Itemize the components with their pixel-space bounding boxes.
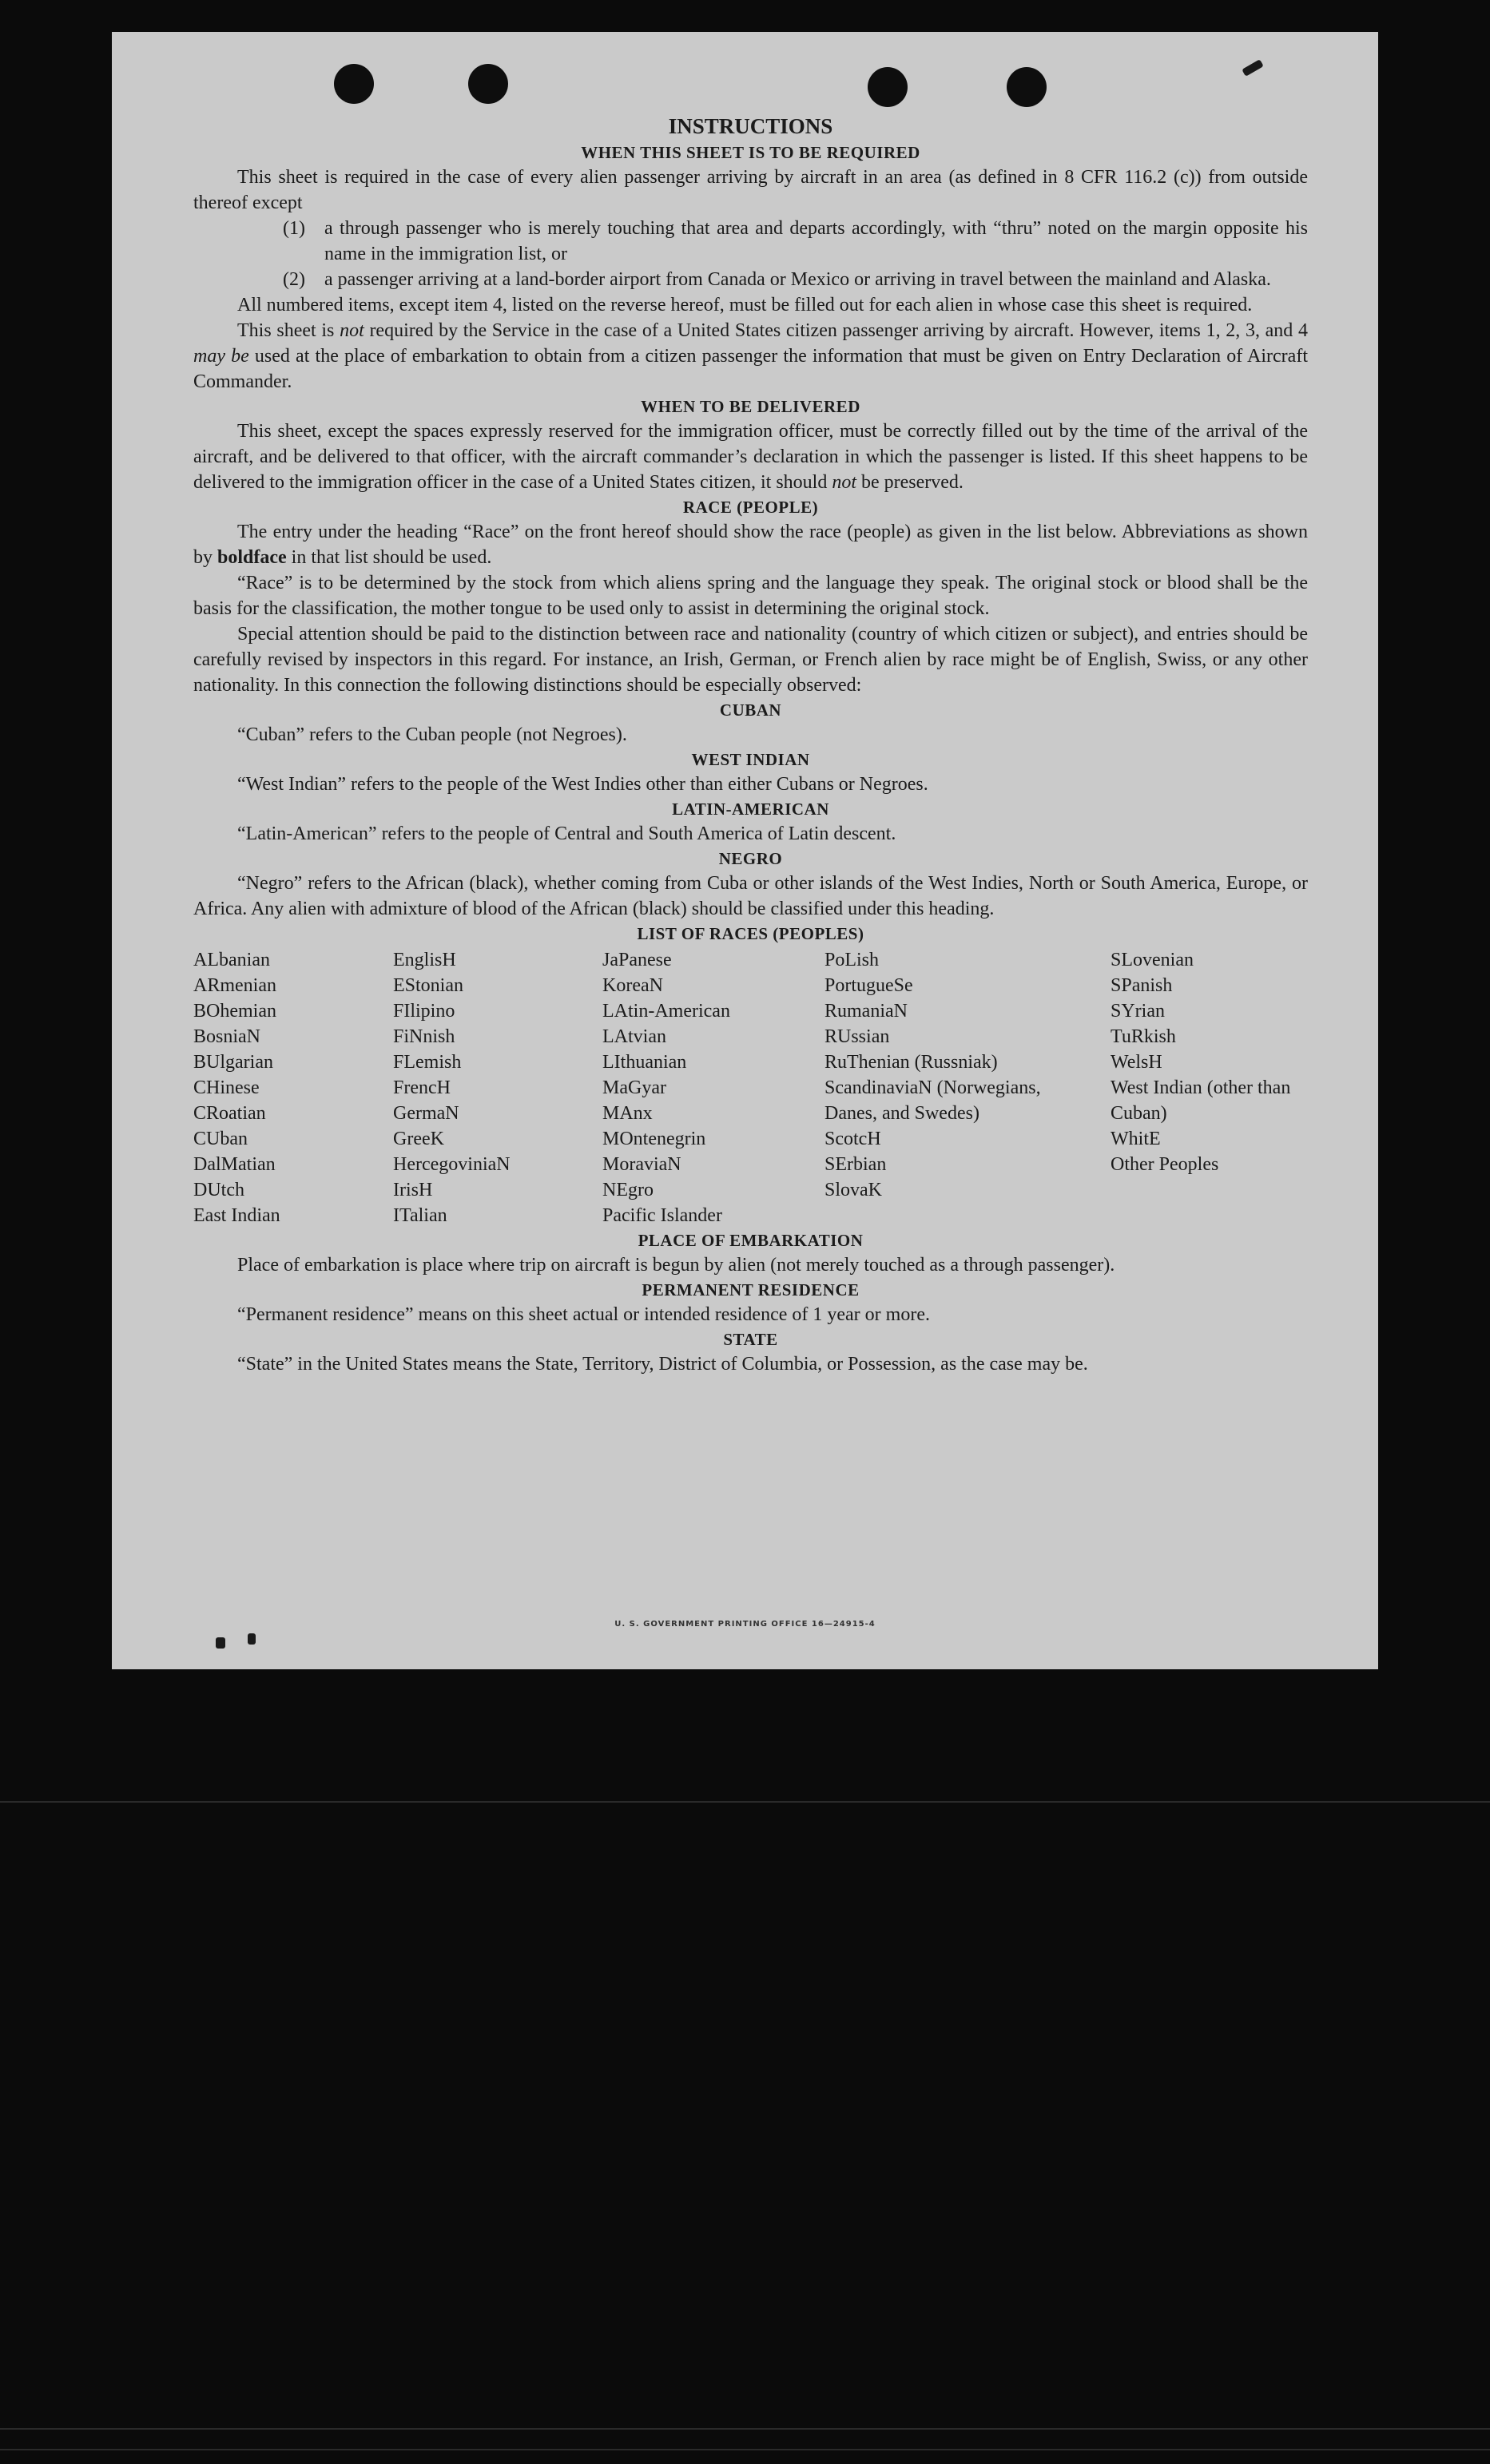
list-item (193, 267, 1308, 292)
race-entry: DalMatian (193, 1154, 276, 1175)
document-page (112, 32, 1378, 1669)
section-heading: PLACE OF EMBARKATION (638, 1231, 864, 1250)
item-number: (2) (283, 269, 305, 290)
paragraph: “Race” is to be determined by the stock from which aliens spring and the language they speak. The original stock or blood shall be the basis for the classification, the mother tongue to be used only to assist in determining the original stock. (193, 573, 1308, 619)
race-entry: East Indian (193, 1205, 280, 1226)
race-entry: FiNnish (393, 1026, 455, 1047)
printing-office-line: U. S. GOVERNMENT PRINTING OFFICE 16—24915-4 (614, 1620, 876, 1629)
section-heading: WHEN THIS SHEET IS TO BE REQUIRED (581, 143, 920, 162)
race-entry: FIlipino (393, 1001, 455, 1022)
race-entry: PoLish (824, 950, 880, 970)
race-entry: LIthuanian (602, 1052, 687, 1073)
punch-hole (468, 64, 508, 104)
ink-mark (216, 1637, 225, 1649)
race-entry: ALbanian (193, 950, 270, 970)
section-heading: WEST INDIAN (691, 750, 810, 769)
race-entry: LAtvian (602, 1026, 666, 1047)
race-entry: KoreaN (602, 975, 663, 996)
race-entry: BOhemian (193, 1001, 276, 1022)
paragraph: “Permanent residence” means on this sheet actual or intended residence of 1 year or more. (237, 1304, 930, 1325)
race-entry: RuThenian (Russniak) (824, 1052, 998, 1073)
race-entry: BUlgarian (193, 1052, 273, 1073)
section-heading: STATE (723, 1330, 778, 1349)
race-entry: SLovenian (1111, 950, 1194, 970)
paragraph: This sheet is required in the case of every alien passenger arriving by aircraft in an area (as defined in 8 CFR 116.2 (c)) from outside thereof except (193, 167, 1308, 213)
race-entry: SlovaK (824, 1180, 882, 1200)
paragraph: This sheet is not required by the Service in the case of a United States citizen passenger arriving by aircraft. However, items 1, 2, 3, and 4 may be used at the place of embarkation to obtain from a citizen passenger the information that must be given on Entry Declaration of Aircraft Commander. (193, 320, 1308, 392)
race-entry: Pacific Islander (602, 1205, 722, 1226)
race-entry: WhitE (1111, 1129, 1161, 1149)
race-entry: ScandinaviaN (Norwegians, Danes, and Swedes) (824, 1077, 1041, 1124)
section-heading: WHEN TO BE DELIVERED (641, 397, 860, 416)
item-number: (1) (283, 218, 305, 239)
race-entry: EStonian (393, 975, 463, 996)
race-entry: GermaN (393, 1103, 459, 1124)
paragraph: This sheet, except the spaces expressly reserved for the immigration officer, must be correctly filled out by the time of the arrival of the aircraft, and be delivered to that officer, with the aircraft commander’s declaration in which the passenger is listed. If this sheet happens to be delivered to the immigration officer in the case of a United States citizen, it should not be preserved. (193, 421, 1308, 493)
item-text: a passenger arriving at a land-border airport from Canada or Mexico or arriving in travel between the mainland and Alaska. (324, 269, 1271, 290)
race-entry: LAtin-American (602, 1001, 730, 1022)
race-entry: MOntenegrin (602, 1129, 706, 1149)
race-entry: West Indian (other than Cuban) (1111, 1077, 1291, 1124)
race-entry: SErbian (824, 1154, 887, 1175)
document-title: INSTRUCTIONS (668, 114, 833, 138)
race-entry: DUtch (193, 1180, 244, 1200)
item-text: a through passenger who is merely touching that area and departs accordingly, with “thru” noted on the margin opposite his name in the immigration list, or (324, 218, 1308, 264)
race-entry: IrisH (393, 1180, 433, 1200)
punch-hole (1007, 67, 1047, 107)
race-entry: ITalian (393, 1205, 447, 1226)
race-entry: RUssian (824, 1026, 890, 1047)
section-heading: NEGRO (718, 849, 783, 868)
paragraph: “Cuban” refers to the Cuban people (not Negroes). (237, 724, 627, 745)
section-heading: LATIN-AMERICAN (672, 800, 829, 819)
races-column (393, 947, 602, 1228)
race-entry: SPanish (1111, 975, 1173, 996)
ink-mark (1242, 59, 1264, 77)
races-column (824, 947, 1052, 1228)
race-entry: CUban (193, 1129, 248, 1149)
paragraph: “State” in the United States means the State, Territory, District of Columbia, or Possession, as the case may be. (237, 1354, 1088, 1375)
races-list (193, 947, 1308, 1228)
list-item (193, 216, 1308, 267)
section-heading: CUBAN (719, 700, 782, 720)
race-entry: Other Peoples (1111, 1154, 1219, 1175)
section-heading: LIST OF RACES (PEOPLES) (637, 924, 864, 943)
race-entry: TuRkish (1111, 1026, 1176, 1047)
race-entry: SYrian (1111, 1001, 1165, 1022)
race-entry: ARmenian (193, 975, 276, 996)
paragraph: The entry under the heading “Race” on the front hereof should show the race (people) as given in the list below. Abbreviations as shown by boldface in that list should be used. (193, 522, 1308, 568)
race-entry: ScotcH (824, 1129, 881, 1149)
races-column (1111, 947, 1308, 1228)
paragraph: All numbered items, except item 4, listed on the reverse hereof, must be filled out for each alien in whose case this sheet is required. (237, 295, 1253, 315)
paragraph: “West Indian” refers to the people of the West Indies other than either Cubans or Negroes. (237, 774, 928, 795)
punch-hole (868, 67, 908, 107)
ink-mark (248, 1633, 256, 1645)
race-entry: CHinese (193, 1077, 260, 1098)
race-entry: JaPanese (602, 950, 672, 970)
race-entry: WelsH (1111, 1052, 1162, 1073)
race-entry: GreeK (393, 1129, 444, 1149)
race-entry: RumaniaN (824, 1001, 908, 1022)
paragraph: “Latin-American” refers to the people of Central and South America of Latin descent. (237, 823, 896, 844)
race-entry: EnglisH (393, 950, 456, 970)
race-entry: MoraviaN (602, 1154, 681, 1175)
punch-hole (334, 64, 374, 104)
races-column (193, 947, 393, 1228)
race-entry: FLemish (393, 1052, 462, 1073)
section-heading: PERMANENT RESIDENCE (642, 1280, 860, 1299)
section-heading: RACE (PEOPLE) (682, 498, 819, 517)
race-entry: HercegoviniaN (393, 1154, 511, 1175)
instructions-text (193, 112, 1308, 1377)
race-entry: MAnx (602, 1103, 653, 1124)
race-entry: NEgro (602, 1180, 654, 1200)
race-entry: FrencH (393, 1077, 451, 1098)
race-entry: BosniaN (193, 1026, 260, 1047)
paragraph: Place of embarkation is place where trip on aircraft is begun by alien (not merely touched as a through passenger). (237, 1255, 1115, 1276)
race-entry: PortugueSe (824, 975, 913, 996)
races-column (602, 947, 824, 1228)
race-entry: MaGyar (602, 1077, 666, 1098)
paragraph: “Negro” refers to the African (black), whether coming from Cuba or other islands of the West Indies, North or South America, Europe, or Africa. Any alien with admixture of blood of the African (black) should be classified under this heading. (193, 873, 1308, 919)
paragraph: Special attention should be paid to the distinction between race and nationality (country of which citizen or subject), and entries should be carefully revised by inspectors in this regard. For instance, an Irish, German, or French alien by race might be of English, Swiss, or any other nationality. In this connection the following distinctions should be especially observed: (193, 624, 1308, 696)
race-entry: CRoatian (193, 1103, 266, 1124)
